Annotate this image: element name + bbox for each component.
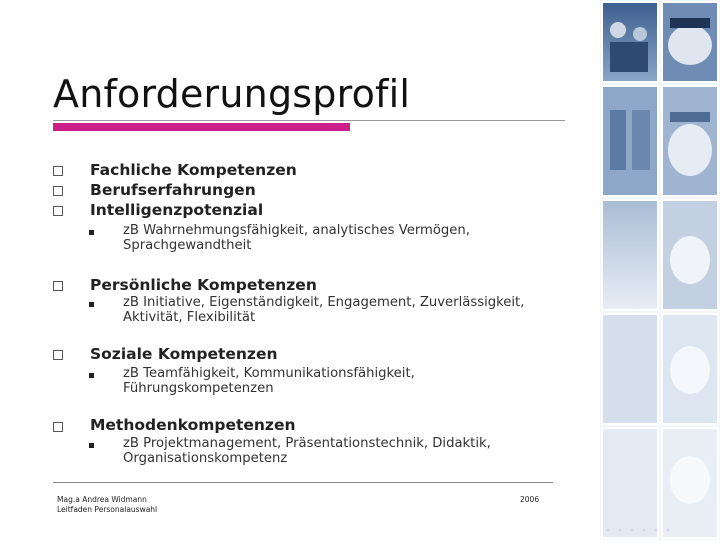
bullet-square-icon — [53, 166, 63, 176]
sub-line: Organisationskompetenz — [123, 451, 288, 466]
item-fachliche: Fachliche Kompetenzen — [90, 161, 297, 179]
item-intelligenzpotenzial: Intelligenzpotenzial — [90, 201, 264, 219]
item-soziale: Soziale Kompetenzen — [90, 345, 278, 363]
sub-line: Sprachgewandtheit — [123, 238, 252, 253]
bullet-square-icon — [53, 422, 63, 432]
sub-line: zB Teamfähigkeit, Kommunikationsfähigkeit, — [123, 366, 415, 381]
bullet-square-icon — [53, 350, 63, 360]
footer-author-block — [57, 495, 157, 515]
sub-item-intelligenz — [123, 223, 593, 253]
footer-year: 2006 — [520, 495, 540, 504]
item-methoden: Methodenkompetenzen — [90, 416, 296, 434]
title-accent-bar — [53, 123, 350, 131]
sub-line: zB Initiative, Eigenständigkeit, Engagement, Zuverlässigkeit, — [123, 295, 525, 310]
sub-bullet-icon — [89, 443, 94, 448]
sub-item-persoenliche — [123, 295, 593, 325]
title-rule — [53, 120, 565, 121]
graduation-photo-collage — [600, 0, 720, 540]
sub-item-methoden — [123, 436, 593, 466]
footer-author: Mag.a Andrea Widmann — [57, 495, 147, 504]
sub-line: Aktivität, Flexibilität — [123, 310, 256, 325]
bullet-square-icon — [53, 186, 63, 196]
sub-line: zB Wahrnehmungsfähigkeit, analytisches Vermögen, — [123, 223, 470, 238]
footer-rule — [53, 482, 553, 483]
sub-bullet-icon — [89, 230, 94, 235]
footer-subtitle: Leitfaden Personalauswahl — [57, 505, 158, 514]
bullet-square-icon — [53, 206, 63, 216]
item-persoenliche: Persönliche Kompetenzen — [90, 276, 317, 294]
bullet-square-icon — [53, 281, 63, 291]
sub-bullet-icon — [89, 373, 94, 378]
sub-bullet-icon — [89, 302, 94, 307]
item-berufserfahrungen: Berufserfahrungen — [90, 181, 256, 199]
sub-line: Führungskompetenzen — [123, 381, 274, 396]
slide-title: Anforderungsprofil — [53, 72, 411, 116]
sub-item-soziale — [123, 366, 593, 396]
photo-collage-graphic — [600, 0, 720, 540]
sub-line: zB Projektmanagement, Präsentationstechnik, Didaktik, — [123, 436, 491, 451]
